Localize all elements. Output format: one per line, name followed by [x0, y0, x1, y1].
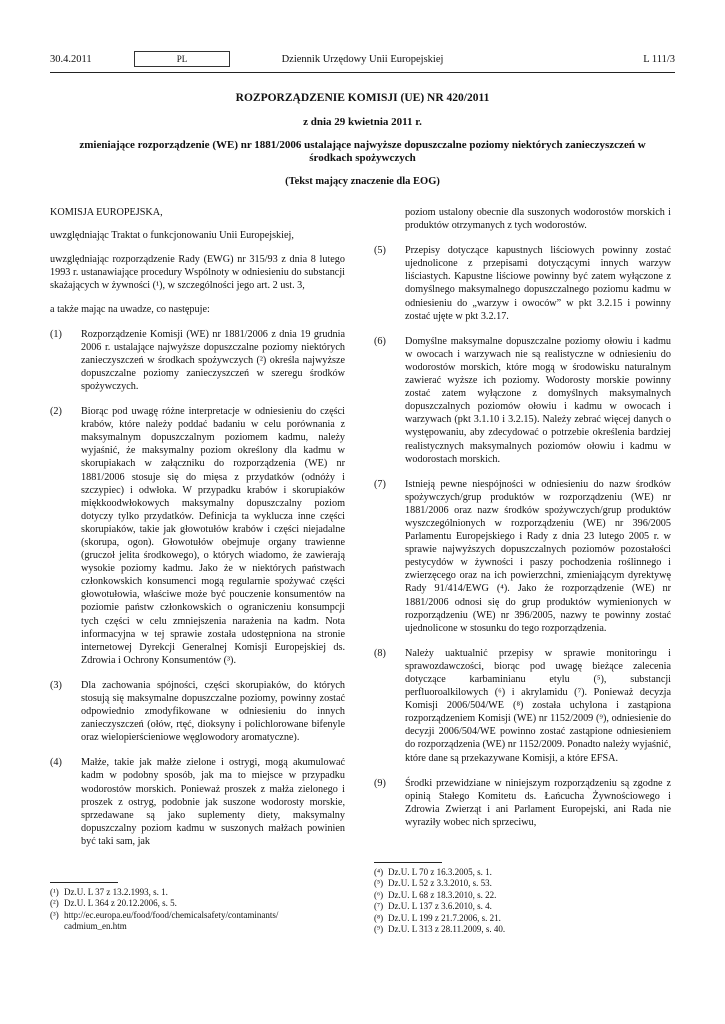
recital-text: Małże, takie jak małże zielone i ostrygi, mogą akumulować kadm w podobny sposób, jak ma to miejsce w przypadku wodorostów morskich. Ponieważ proszek z małża zielonego i proszek z ostryg, podobnie jak suszone wodorosty morskie, sprzedawane są jako suplementy diety, maksymalny dopuszczalny poziom kadmu w suszonych małżach powinien być taki sam, jak — [81, 757, 345, 847]
recital-number: (5) — [374, 245, 386, 257]
recital-text: Domyślne maksymalne dopuszczalne poziomy ołowiu i kadmu w owocach i warzywach nie są realistyczne w odniesieniu do wodorostów morskich, które mogą w środowisku naturalnym zawierać wyższe ich poziomy. Wodorosty morskie powinny zostać zatem wyłączone z domyślnych maksymalnych dopuszczalnych poziomów ołowiu i kadmu w owocach i warzywach (pkt 3.1.10 i 3.2.15). Należy zebrać więcej danych o występowaniu, aby zdecydować o potrzebie określenia bardziej realistycznych maksymalnych poziomów ołowiu i kadmu w wodorostach morskich. — [405, 335, 671, 465]
footnote-text: Dz.U. L 199 z 21.7.2006, s. 21. — [388, 912, 501, 923]
footnote-text: Dz.U. L 70 z 16.3.2005, s. 1. — [388, 867, 492, 877]
recital-text: Dla zachowania spójności, części skorupiaków, do których stosują się maksymalne dopuszczalne poziomy, powinny zostać odpowiednio zmodyfikowane w odniesieniu do innych zanieczyszczeń (ołów, rtęć, dioksyny i polichlorowane bifenyle oraz wielopierścieniowe węglowodory aromatyczne). — [81, 679, 345, 744]
footnote-mark: (⁵) — [374, 878, 384, 889]
title-block — [60, 91, 665, 188]
footnote-9 — [374, 924, 644, 935]
recital-7 — [374, 478, 671, 635]
footnote-5 — [374, 878, 644, 889]
footnote-text: Dz.U. L 313 z 28.11.2009, s. 40. — [388, 924, 506, 935]
footnote-rule — [374, 862, 442, 863]
footnote-text: Dz.U. L 52 z 3.3.2010, s. 53. — [388, 878, 492, 889]
regulation-date: z dnia 29 kwietnia 2011 r. — [303, 116, 422, 128]
footnote-mark: (⁹) — [374, 924, 384, 935]
recital-text: Istnieją pewne niespójności w odniesieniu do nazw środków spożywczych/grup produktów w rozporządzeniu (WE) nr 1881/2006 oraz nazw środków spożywczych/grup produktów wyszczególnionych w rozporządzeniu (WE) nr 396/2005 Parlamentu Europejskiego i Rady z dnia 23 lutego 2005 r. w sprawie najwyższych dopuszczalnych poziomów pozostałości pestycydów w żywności i paszy pochodzenia roślinnego i zwierzęcego oraz na ich powierzchni, zmieniającym dyrektywę Rady 91/414/EWG (⁴). Jako że rozporządzenie (WE) nr 1881/2006 odnosi się do grup produktów wymienionych w rozporządzeniu (WE) nr 396/2005, nazwy te powinny zostać ujednolicone w stosunku do tego rozporządzenia. — [405, 478, 671, 634]
recital-text: Środki przewidziane w niniejszym rozporządzeniu są zgodne z opinią Stałego Komitetu ds. Łańcucha Żywnościowego i Zdrowia Zwierząt i ani Parlament Europejski, ani Rada nie wyraziły wobec nich sprzeciwu, — [405, 777, 671, 828]
left-column — [50, 206, 345, 860]
recital-3 — [50, 679, 345, 744]
issuer: KOMISJA EUROPEJSKA, — [50, 207, 163, 218]
footnote-1 — [50, 887, 320, 898]
recital-number: (8) — [374, 647, 386, 659]
recital-text: Przepisy dotyczące kapustnych liściowych powinny zostać ujednolicone z przepisami dotyczącymi innych warzyw liściastych. Kapustne liściowe powinny być zatem wyłączone z domyślnego maksymalnego dopuszczalnego poziomu kadmu w odniesieniu do „warzyw i owoców” w pkt 3.2.15 i powinny zostać ujęte w pkt 3.2.17. — [405, 245, 671, 322]
recital-number: (1) — [50, 328, 62, 340]
footnote-7 — [374, 901, 644, 912]
footnote-4 — [374, 867, 644, 878]
footnote-link-continuation[interactable]: cadmium_en.htm — [64, 921, 127, 932]
recital-number: (9) — [374, 777, 386, 789]
recital-number: (3) — [50, 679, 62, 691]
recital-1 — [50, 328, 345, 393]
recital-5 — [374, 244, 671, 323]
footnote-text: Dz.U. L 37 z 13.2.1993, s. 1. — [64, 887, 168, 897]
citation-treaty: uwzględniając Traktat o funkcjonowaniu Unii Europejskiej, — [50, 230, 294, 242]
footnote-6 — [374, 890, 644, 901]
footnote-link[interactable]: http://ec.europa.eu/food/food/chemicalsafety/contaminants/ — [64, 909, 279, 920]
running-header — [50, 52, 675, 68]
journal-title: Dziennik Urzędowy Unii Europejskiej — [281, 54, 444, 65]
footnote-mark: (³) — [50, 909, 59, 920]
footnote-mark: (⁷) — [374, 901, 384, 912]
regulation-subject: zmieniające rozporządzenie (WE) nr 1881/2006 ustalające najwyższe dopuszczalne poziomy niektórych zanieczyszczeń w środkach spożywczych — [79, 139, 646, 164]
recital-text: Należy uaktualnić przepisy w sprawie monitoringu i sprawozdawczości, biorąc pod uwagę bieżące zalecenia dotyczące karbaminianu etylu (⁵), substancji perfluoroalkilowych (⁶) i akrylamidu (⁷). Ponieważ decyzja Komisji 2006/504/WE (⁸) została uchylona i zastąpiona rozporządzeniem Komisji (WE) nr 1152/2009 (⁹), odniesienie do decyzji 2006/504/WE powinno zostać zastąpione odniesieniem do rozporządzenia (WE) nr 1152/2009. Ponadto należy wyjaśnić, które dane są przekazywane Komisji, a które EFSA. — [405, 647, 671, 764]
footnote-text: Dz.U. L 137 z 3.6.2010, s. 4. — [388, 901, 492, 912]
footnote-mark: (⁶) — [374, 889, 384, 900]
recital-9 — [374, 777, 671, 829]
footnote-mark: (⁸) — [374, 912, 384, 923]
language-badge: PL — [134, 51, 230, 67]
recital-number: (4) — [50, 757, 62, 769]
recital-6 — [374, 335, 671, 466]
recital-text: Rozporządzenie Komisji (WE) nr 1881/2006 z dnia 19 grudnia 2006 r. ustalające najwyższe dopuszczalne poziomy niektórych zanieczyszczeń w środkach spożywczych (²) określa najwyższe dopuszczalne poziomy zanieczyszczeń w szeregu środków spożywczych. — [81, 328, 345, 392]
footnote-mark: (⁴) — [374, 867, 384, 877]
recital-text: Biorąc pod uwagę różne interpretacje w odniesieniu do części krabów, które należy poddać badaniu w celu porównania z maksymalnym dopuszczalnym poziomem kadmu, należy wyjaśnić, że maksymalny poziom określony dla kadmu w skorupiakach w załączniku do rozporządzenia (WE) nr 1881/2006 stosuje się do mięsa z przydatków (odnóży i szczypiec) i odwłoka. W przypadku krabów i skorupiaków miękkoodwłokowych maksymalny dopuszczalny poziom dotyczy tylko przydatków. Definicja ta wyklucza inne części skorupiaków, takie jak głowotułów krabów i części niejadalne (skorupa, ogon). Głowotułów obejmuje organy trawienne (gruczoł jelita środkowego), o których wiadomo, że zawierają wysokie poziomy kadmu. Jako że w niektórych państwach członkowskich konsumenci mogą regularnie spożywać części głowotułowia, właściwe może być pouczenie konsumentów na poziomie państw członkowskich o ograniczeniu konsumpcji tych części w celu zmniejszenia narażenia na kadm. Nota informacyjna w tej sprawie została udostępniona na stronie internetowej Dyrekcji Generalnej Komisji Europejskiej ds. Zdrowia i Ochrony Konsumentów (³). — [81, 406, 345, 666]
recital-8 — [374, 647, 671, 765]
footnote-mark: (²) — [50, 898, 59, 909]
recital-4-continuation: poziom ustalony obecnie dla suszonych wodorostów morskich i produktów otrzymanych z tych wodorostów. — [405, 207, 671, 232]
right-column — [374, 206, 671, 841]
citation-regulation: uwzględniając rozporządzenie Rady (EWG) nr 315/93 z dnia 8 lutego 1993 r. ustanawiające procedury Wspólnoty w odniesieniu do substancji skażających w żywności (¹), w szczególności jego art. 2 ust. 3, — [50, 254, 345, 292]
footnote-text: Dz.U. L 68 z 18.3.2010, s. 22. — [388, 889, 497, 900]
footnote-8 — [374, 913, 644, 924]
header-rule — [50, 72, 675, 73]
recital-number: (2) — [50, 406, 62, 418]
footnote-2 — [50, 898, 320, 909]
regulation-title: ROZPORZĄDZENIE KOMISJI (UE) NR 420/2011 — [235, 92, 490, 104]
footnotes-right — [374, 862, 644, 935]
footnote-text: Dz.U. L 364 z 20.12.2006, s. 5. — [64, 898, 177, 909]
recitals-intro: a także mając na uwadze, co następuje: — [50, 304, 210, 316]
footnote-3 — [50, 910, 320, 921]
recital-number: (7) — [374, 478, 386, 490]
publication-date: 30.4.2011 — [50, 54, 92, 65]
footnote-rule — [50, 882, 118, 883]
eea-relevance: (Tekst mający znaczenie dla EOG) — [285, 176, 440, 187]
page-reference: L 111/3 — [643, 54, 675, 65]
recital-2 — [50, 405, 345, 667]
footnotes-left — [50, 882, 320, 933]
footnote-mark: (¹) — [50, 887, 59, 897]
recital-number: (6) — [374, 335, 386, 347]
recital-4 — [50, 756, 345, 848]
